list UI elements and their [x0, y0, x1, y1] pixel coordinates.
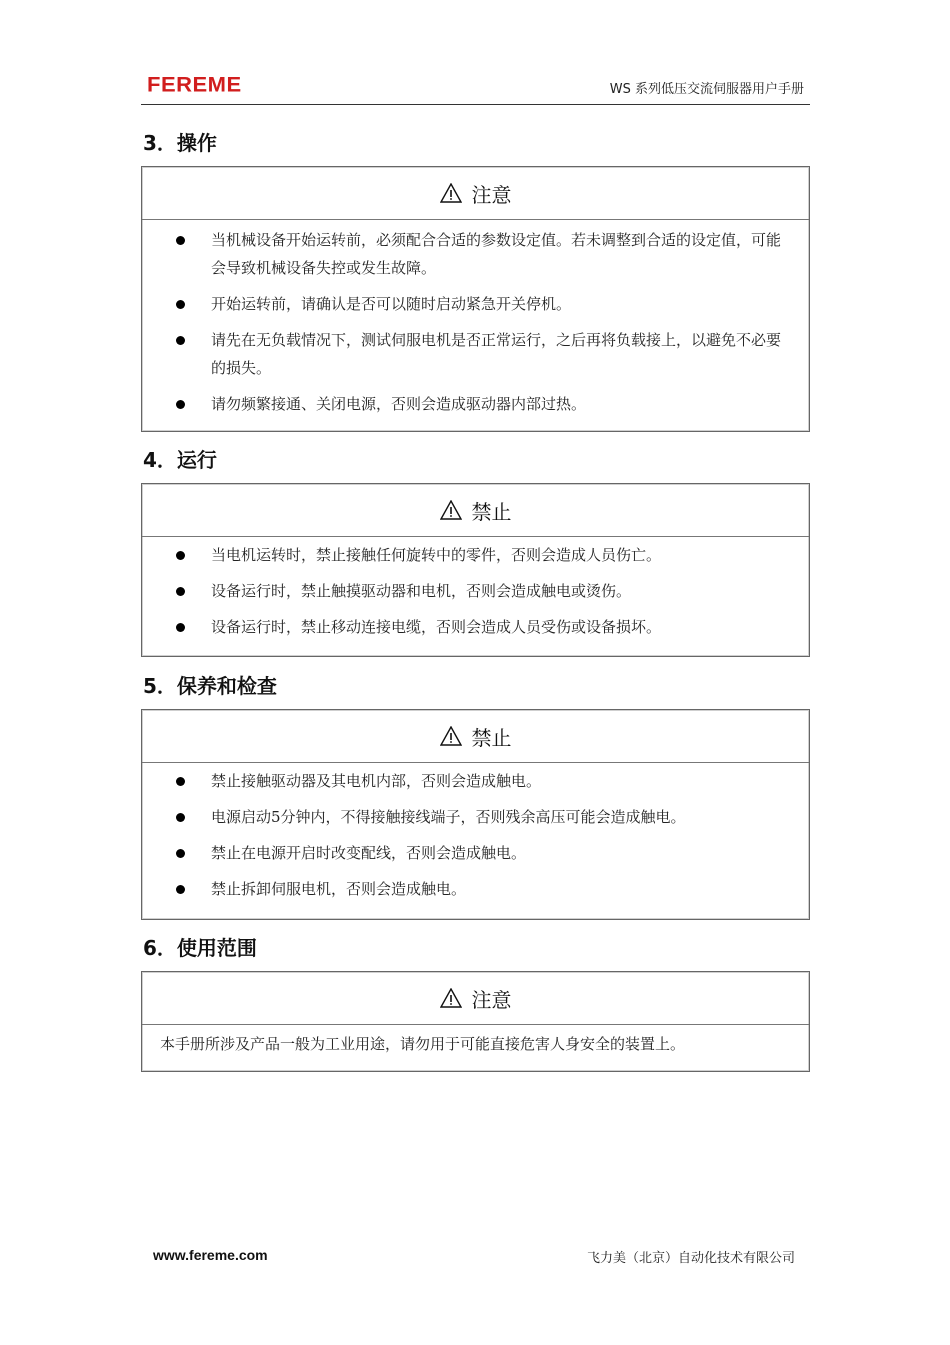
bullet-icon [176, 400, 185, 409]
list-item: 当电机运转时，禁止接触任何旋转中的零件，否则会造成人员伤亡。 [176, 541, 791, 569]
list-item: 禁止接触驱动器及其电机内部，否则会造成触电。 [176, 767, 791, 795]
section-heading-scope: 6．使用范围 [143, 936, 257, 960]
bullet-icon [176, 849, 185, 858]
list-item: 电源启动5分钟内，不得接触接线端子，否则残余高压可能会造成触电。 [176, 803, 791, 831]
prohibition-box-title: 禁止 [471, 499, 512, 524]
section-heading-running: 4．运行 [143, 448, 217, 472]
notice-box-operation [141, 166, 810, 432]
page-header [141, 68, 810, 105]
list-item: 设备运行时，禁止移动连接电缆，否则会造成人员受伤或设备损坏。 [176, 613, 791, 641]
list-item: 设备运行时，禁止触摸驱动器和电机，否则会造成触电或烫伤。 [176, 577, 791, 605]
bullet-icon [176, 300, 185, 309]
notice-box-scope [141, 971, 810, 1072]
bullet-icon [176, 587, 185, 596]
list-item: 禁止在电源开启时改变配线，否则会造成触电。 [176, 839, 791, 867]
prohibition-box-maintenance [141, 709, 810, 920]
warning-triangle-icon [440, 183, 462, 203]
section-heading-operation: 3．操作 [143, 131, 217, 155]
bullet-icon [176, 336, 185, 345]
warning-triangle-icon [440, 726, 462, 746]
prohibition-box-header [142, 484, 809, 537]
warning-triangle-icon [440, 500, 462, 520]
notice-box-title: 注意 [471, 182, 512, 207]
bullet-icon [176, 813, 185, 822]
notice-box-header [142, 167, 809, 220]
bullet-icon [176, 236, 185, 245]
list-item: 请先在无负载情况下，测试伺服电机是否正常运行，之后再将负载接上，以避免不必要的损失。 [176, 326, 791, 382]
scope-text: 本手册所涉及产品一般为工业用途，请勿用于可能直接危害人身安全的装置上。 [160, 1035, 686, 1053]
footer-website: www.fereme.com [153, 1247, 268, 1263]
warning-triangle-icon [440, 988, 462, 1008]
section-heading-maintenance: 5．保养和检查 [143, 674, 277, 698]
prohibition-box-title: 禁止 [471, 725, 512, 750]
bullet-icon [176, 623, 185, 632]
bullet-icon [176, 551, 185, 560]
footer-company: 飞力美（北京）自动化技术有限公司 [586, 1251, 795, 1266]
list-item: 当机械设备开始运转前，必须配合合适的参数设定值。若未调整到合适的设定值，可能会导致机械设备失控或发生故障。 [176, 226, 791, 282]
notice-box-title: 注意 [471, 987, 512, 1012]
list-item: 开始运转前，请确认是否可以随时启动紧急开关停机。 [176, 290, 791, 318]
prohibition-box-header [142, 710, 809, 763]
list-item: 禁止拆卸伺服电机，否则会造成触电。 [176, 875, 791, 903]
list-item: 请勿频繁接通、关闭电源，否则会造成驱动器内部过热。 [176, 390, 791, 418]
bullet-icon [176, 885, 185, 894]
bullet-icon [176, 777, 185, 786]
notice-box-header [142, 972, 809, 1025]
prohibition-box-running [141, 483, 810, 657]
brand-logo: FEREME [147, 72, 242, 97]
document-title: WS 系列低压交流伺服器用户手册 [609, 82, 804, 97]
